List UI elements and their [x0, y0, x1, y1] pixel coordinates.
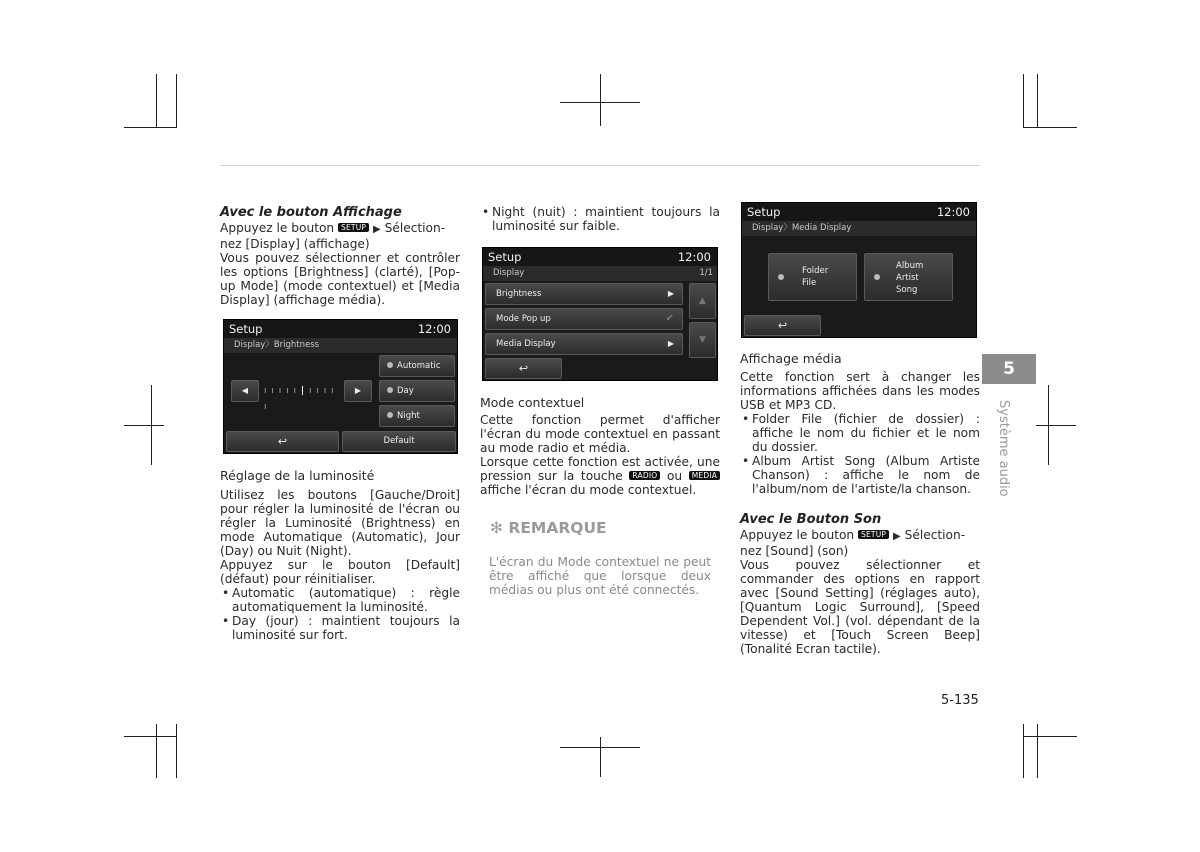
day-option[interactable]: Day: [379, 380, 455, 402]
crop-mark: [600, 74, 601, 126]
screen-clock: 12:00: [417, 322, 451, 336]
column-left-lower: [220, 469, 460, 642]
paragraph: Cette fonction sert à changer les informations affichées dans les modes USB et MP3 CD.: [740, 370, 980, 412]
arrow-right-icon: ▶: [893, 531, 901, 542]
crop-mark: [176, 74, 177, 128]
brightness-screen: [223, 319, 458, 454]
crop-mark: [156, 74, 157, 128]
setup-key-icon: SETUP: [858, 530, 889, 539]
automatic-option[interactable]: Automatic: [379, 355, 455, 377]
crop-mark: [1037, 724, 1038, 778]
bullet-item: • Night (nuit) : maintient toujours la luminosité sur faible.: [480, 205, 720, 233]
section-heading: Avec le bouton Affichage: [220, 205, 402, 220]
menu-item-popup-mode[interactable]: Mode Pop up ✔: [485, 308, 683, 330]
display-screen: [482, 247, 718, 381]
screen-clock: 12:00: [677, 250, 711, 264]
paragraph: Utilisez les boutons [Gauche/Droit] pour régler la luminosité de l'écran ou régler la Luminosité (Brightness) en mode Automatique (Automatic), Jour (Day) ou Nuit (Night).: [220, 488, 460, 558]
crop-mark: [1048, 385, 1049, 465]
screen-title: Setup: [229, 322, 263, 336]
crop-mark: [124, 127, 177, 128]
screen-title: Setup: [747, 205, 781, 219]
brightness-level-slider[interactable]: ı ı ı ı ı | ı ı ı ı ı: [264, 386, 335, 412]
column-left: [220, 206, 460, 307]
screen-titlebar: [483, 248, 717, 266]
crop-mark: [1036, 425, 1076, 426]
radio-dot-icon: [387, 387, 393, 393]
column-middle-lower: [480, 396, 720, 497]
setup-key-icon: SETUP: [338, 223, 369, 232]
media-display-screen: [741, 202, 977, 338]
arrow-right-icon: ▶: [373, 224, 381, 235]
paragraph: Appuyez sur le bouton [Default] (défaut) pour réinitialiser.: [220, 558, 460, 586]
crop-mark: [1023, 74, 1024, 128]
subheading: Réglage de la luminosité: [220, 468, 375, 483]
section-heading: Avec le Bouton Son: [740, 512, 882, 527]
instruction: Appuyez le bouton SETUP ▶ Sélection-: [740, 528, 966, 542]
default-button[interactable]: Default: [342, 431, 456, 452]
page-number: 5-135: [941, 693, 979, 708]
chevron-right-icon: ▶: [667, 289, 674, 298]
crop-mark: [1023, 127, 1077, 128]
paragraph: Cette fonction permet d'afficher l'écran du mode contextuel en passant au mode radio et média.: [480, 413, 720, 455]
back-button[interactable]: ↩: [485, 358, 562, 379]
screen-titlebar: [742, 203, 976, 221]
bullet-item: • Automatic (automatique) : règle automatiquement la luminosité.: [220, 586, 460, 614]
radio-dot-icon: [874, 274, 880, 280]
night-option[interactable]: Night: [379, 405, 455, 427]
radio-dot-icon: [778, 274, 784, 280]
crop-mark: [124, 736, 177, 737]
album-artist-song-option[interactable]: Album Artist Song: [864, 253, 953, 301]
screen-title: Setup: [488, 250, 522, 264]
instruction-cont: nez [Sound] (son): [740, 544, 849, 558]
media-key-icon: MEDIA: [689, 471, 720, 480]
back-button[interactable]: ↩: [226, 431, 339, 452]
crop-mark: [1023, 724, 1024, 778]
checkmark-icon: ✔: [665, 313, 674, 324]
subheading: Mode contextuel: [480, 395, 585, 410]
chapter-name: Système audio: [996, 400, 1011, 497]
crop-mark: [1037, 74, 1038, 128]
chapter-tab: 5: [982, 354, 1036, 384]
bullet-item: • Album Artist Song (Album Artiste Chanson) : affiche le nom de l'album/nom de l'artiste/la chanson.: [740, 454, 980, 496]
screen-breadcrumb: Display〉Media Display: [742, 221, 976, 236]
chevron-right-icon: ▶: [667, 339, 674, 348]
crop-mark: [151, 385, 152, 465]
bullet-item: • Folder File (fichier de dossier) : affiche le nom du fichier et le nom du dossier.: [740, 412, 980, 454]
instruction-cont: nez [Display] (affichage): [220, 237, 370, 251]
brightness-left-button[interactable]: ◀: [231, 380, 259, 402]
screen-breadcrumb: Display 1/1: [483, 266, 717, 281]
paragraph: Vous pouvez sélectionner et commander des options en rapport avec [Sound Setting] (réglages auto), [Quantum Logic Surround], [Speed Dependent Vol.] (vol. dépendant de la vitesse) et [Touch Screen Beep] (Tonalité Ecran tactile).: [740, 558, 980, 656]
screen-clock: 12:00: [936, 205, 970, 219]
remark-heading: ✻ REMARQUE: [490, 519, 607, 537]
crop-mark: [176, 724, 177, 778]
brightness-right-button[interactable]: ▶: [344, 380, 372, 402]
crop-mark: [1023, 736, 1077, 737]
scroll-down-button[interactable]: ▼: [689, 322, 716, 358]
remark-text: L'écran du Mode contextuel ne peut être affiché que lorsque deux médias ou plus ont été connectés.: [489, 555, 711, 597]
screen-titlebar: [224, 320, 457, 338]
paragraph: Lorsque cette fonction est activée, une pression sur la touche RADIO ou MEDIA affiche l'écran du mode contextuel.: [480, 455, 720, 497]
radio-dot-icon: [387, 412, 393, 418]
column-middle: [480, 205, 720, 233]
header-rule: [220, 165, 980, 166]
back-button[interactable]: ↩: [744, 315, 821, 336]
subheading: Affichage média: [740, 351, 842, 366]
crop-mark: [124, 425, 164, 426]
folder-file-option[interactable]: Folder File: [768, 253, 857, 301]
screen-breadcrumb: Display〉Brightness: [224, 338, 457, 353]
scroll-up-button[interactable]: ▲: [689, 283, 716, 319]
intro-paragraph: Vous pouvez sélectionner et contrôler les options [Brightness] (clarté), [Pop-up Mode] (mode contextuel) et [Media Display] (affichage média).: [220, 251, 460, 307]
column-right: [740, 352, 980, 656]
instruction: Appuyez le bouton SETUP ▶ Sélection-: [220, 221, 446, 235]
radio-dot-icon: [387, 362, 393, 368]
crop-mark: [600, 737, 601, 777]
crop-mark: [156, 724, 157, 778]
menu-item-brightness[interactable]: Brightness ▶: [485, 283, 683, 305]
page-indicator: 1/1: [699, 268, 713, 278]
radio-key-icon: RADIO: [629, 471, 660, 480]
bullet-item: • Day (jour) : maintient toujours la luminosité sur fort.: [220, 614, 460, 642]
menu-item-media-display[interactable]: Media Display ▶: [485, 333, 683, 355]
